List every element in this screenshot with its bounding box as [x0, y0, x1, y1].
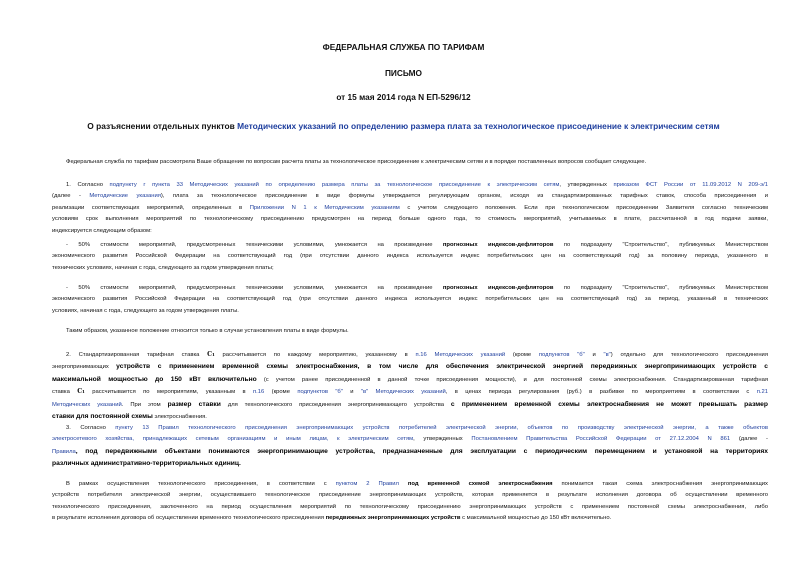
- paragraph-1: 1. Согласно подпункту г пункта 33 Методических указаний по определению размера платы за технологическое присоединение к электрическим сетям, утвержденных приказом ФСТ России от 11.09.2012 N 209-э/1 (далее - Методические указания), плата за технологическое присоединение в виде формулы утверждается регулирующим органом, исходя из стандартизированных тарифных ставок, способа присоединения и реализации соответствующих мероприятий, определенных в Приложении N 1 к Методическим указаниям с учетом следующего положения. Если при технологическом присоединении Заявителя согласно техническим условиям срок выполнения мероприятий по технологическому присоединению предусмотрен на период больше одного года, то стоимость мероприятий, учитываемых в плате, рассчитанной в год подачи заявки, индексируется следующим образом:: [52, 182, 768, 234]
- note-paragraph: Таким образом, указанное положение относится только в случае установления платы в виде формулы.: [66, 328, 349, 334]
- intro-text: Федеральная служба по тарифам рассмотрела Ваше обращение по вопросам расчета платы за технологическое присоединение к электрическим сетям и в порядке поставленных вопросов сообщает следующее.: [66, 159, 647, 165]
- document-type: ПИСЬМО: [384, 68, 423, 78]
- link-rules-p13[interactable]: пункту 13 Правил технологического присоединения энергопринимающих устройств потребителей электрической энергии, объектов по производству электрической энергии, а также объектов: [115, 425, 768, 431]
- link-p16[interactable]: п.16 Методических указаний: [415, 352, 506, 358]
- agency-title: ФЕДЕРАЛЬНАЯ СЛУЖБА ПО ТАРИФАМ: [322, 42, 485, 52]
- link-rules-p2[interactable]: пунктом 2 Правил: [335, 481, 399, 487]
- rate-symbol-2: C₁: [77, 388, 85, 396]
- bullet-1: - 50% стоимости мероприятий, предусмотренных техническими условиями, умножается на произведение прогнозных индексов-дефляторов по подразделу "Строительство", публикуемых Министерством экономического развития Российской Федерации на соответствующий год (при отсутствии данного индекса используется индекс потребительских цен на соответствующий год) за половину периода, указанного в технических условиях, начиная с года, следующего за годом утверждения платы;: [52, 242, 768, 271]
- document-subject: [0, 121, 807, 131]
- bullet-2: - 50% стоимости мероприятий, предусмотренных техническими условиями, умножается на произведение прогнозных индексов-дефляторов по подразделу "Строительство", публикуемых Министерством экономического развития Российской Федерации на соответствующий год (при отсутствии данного индекса используется индекс потребительских цен на соответствующий год) за период, указанный в технических условиях, начиная с года, следующего за годом утверждения платы.: [52, 285, 768, 314]
- link-fst-order[interactable]: приказом ФСТ России от 11.09.2012 N 209-э/1: [613, 182, 768, 188]
- link-appendix-1[interactable]: Приложении N 1 к Методическим указаниям: [249, 204, 400, 211]
- paragraph-2: 2. Стандартизированная тарифная ставка C₁ рассчитывается по каждому мероприятию, указанному в п.16 Методических указаний (кроме подпунктов "б" и "в") отдельно для технологического присоединения энергопринимающих устройств с применением временной схемы электроснабжения, в том числе для обеспечения электрической энергией передвижных энергопринимающих устройств с максимальной мощностью до 150 кВт включительно (с учетом ранее присоединенной в данной точке присоединения мощности), и для постоянной схемы электроснабжения. Стандартизированная тарифная ставка C₁ рассчитывается по мероприятиям, указанным в п.16 (кроме подпунктов "б" и "в" Методических указаний, в ценах периода регулирования (руб.) в разбивке по мероприятиям в соответствии с п.21 Методических указаний. При этом размер ставки для технологического присоединения энергопринимающего устройства с применением временной схемы электроснабжения не может превышать размер ставки для постоянной схемы электроснабжения.: [52, 351, 768, 421]
- paragraph-4: В рамках осуществления технологического присоединения, в соответствии с пунктом 2 Правил под временной схемой электроснабжения понимается такая схема электроснабжения энергопринимающих устройств потребителя электрической энергии, осуществившего технологическое присоединение энергопринимающих устройств, которая применяется в результате исполнения договора об осуществлении временного технологического присоединения, заключенного на период осуществления мероприятий по технологическому присоединению энергопринимающих устройств с применением постоянной схемы электроснабжения, либо в результате исполнения договора об осуществлении временного технологического присоединения передвижных энергопринимающих устройств с максимальной мощностью до 150 кВт включительно.: [52, 481, 768, 522]
- link-p21[interactable]: п.21: [756, 389, 768, 396]
- paragraph-3: 3. Согласно пункту 13 Правил технологического присоединения энергопринимающих устройств потребителей электрической энергии, объектов по производству электрической энергии, а также объектов электросетевого хозяйства, принадлежащих сетевым организациям и иным лицам, к электрическим сетям, утвержденных Постановлением Правительства Российской Федерации от 27.12.2004 N 861 (далее - Правила, под передвижными объектами понимаются энергопринимающие устройства, предназначенные для эксплуатации с периодическим перемещением и установкой на территориях различных административно-территориальных единиц.: [52, 425, 768, 468]
- link-subpoint-g-p33[interactable]: подпункту г пункта 33 Методических указаний по определению размера платы за технологическое присоединение к электрическим сетям: [109, 182, 560, 188]
- intro-paragraph: [52, 157, 768, 168]
- link-subpoint-v-2[interactable]: "в": [360, 389, 369, 396]
- link-government-decree[interactable]: Постановлением Правительства Российской Федерации от 27.12.2004 N 861: [471, 436, 731, 443]
- link-methodical-guidelines-2[interactable]: Методических указаний: [375, 389, 446, 396]
- link-rules-p13-cont[interactable]: электросетевого хозяйства, принадлежащих сетевым организациям и иным лицам, к электрическим сетям: [52, 436, 414, 443]
- link-subpoint-b[interactable]: подпунктов "б": [538, 352, 585, 358]
- link-subpoint-v[interactable]: "в": [603, 352, 611, 358]
- rate-symbol: C₁: [207, 351, 215, 358]
- link-p16-2[interactable]: п.16: [252, 389, 265, 396]
- link-subpoint-b-2[interactable]: подпунктов "б": [297, 389, 343, 396]
- subject-prefix: О разъяснении отдельных пунктов: [87, 121, 238, 131]
- link-methodical-guidelines[interactable]: Методические указания: [89, 193, 161, 200]
- link-methodical-guidelines-3[interactable]: Методических указаний: [52, 401, 122, 408]
- document-date-number: от 15 мая 2014 года N ЕП-5296/12: [336, 92, 471, 102]
- subject-link[interactable]: Методических указаний по определению размера плата за технологическое присоединение к электрическим сетям: [237, 121, 720, 131]
- link-rules[interactable]: Правила: [52, 448, 76, 455]
